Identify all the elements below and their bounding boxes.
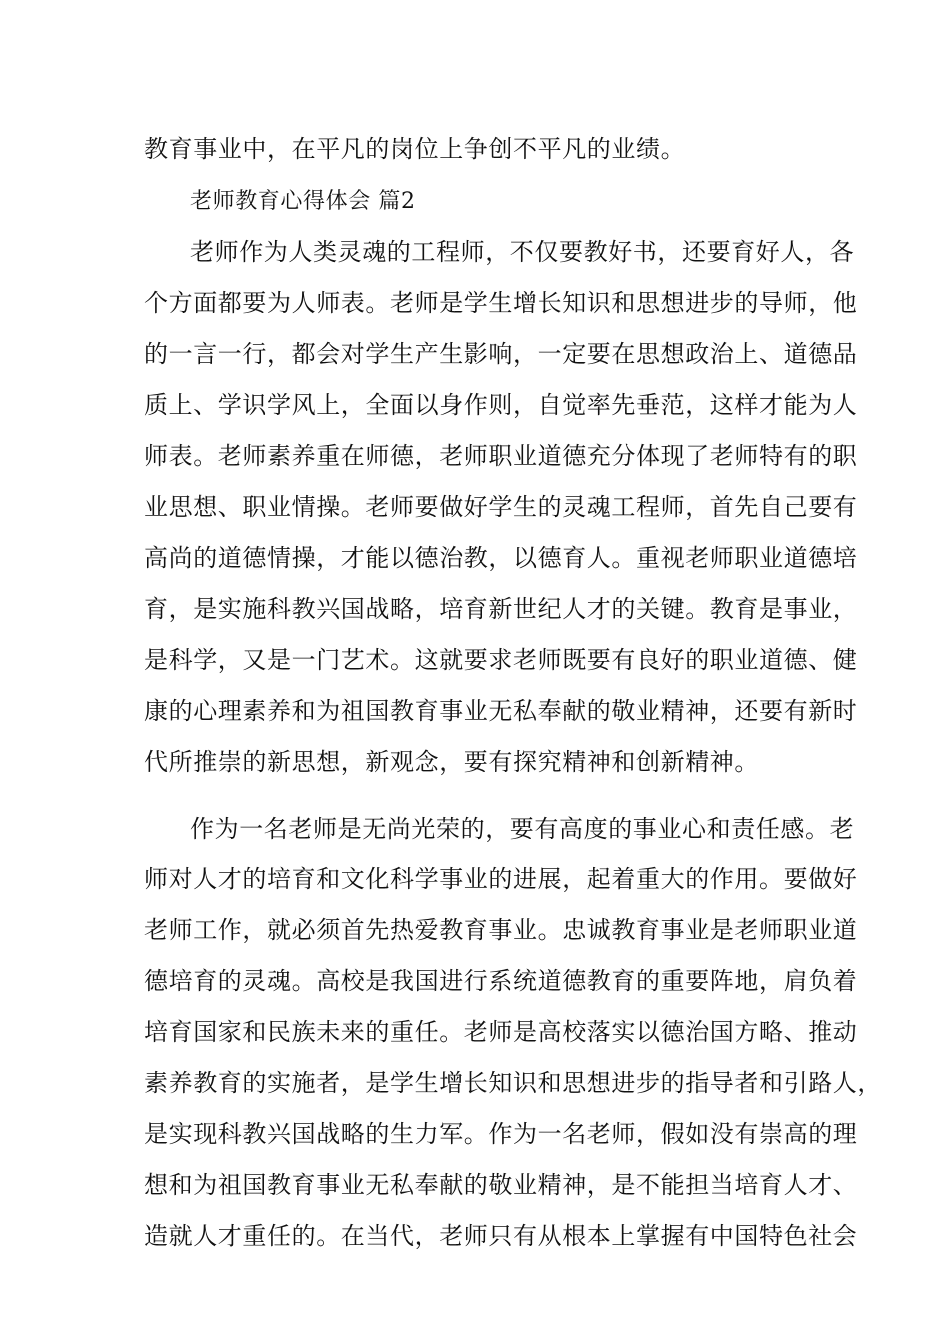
text-line-9: 高尚的道德情操，才能以德治教，以德育人。重视老师职业道德培 [144,544,858,572]
text-line-12: 康的心理素养和为祖国教育事业无私奉献的敬业精神，还要有新时 [144,697,858,725]
section-heading: 老师教育心得体会 篇2 [190,189,416,214]
text-line-7: 师表。老师素养重在师德，老师职业道德充分体现了老师特有的职 [144,442,858,470]
text-line-10: 育，是实施科教兴国战略，培育新世纪人才的关键。教育是事业， [144,595,858,623]
text-line-15: 师对人才的培育和文化科学事业的进展，起着重大的作用。要做好 [144,865,858,893]
text-line-20: 是实现科教兴国战略的生力军。作为一名老师，假如没有崇高的理 [144,1120,858,1148]
text-line-8: 业思想、职业情操。老师要做好学生的灵魂工程师，首先自己要有 [144,493,858,521]
text-line-18: 培育国家和民族未来的重任。老师是高校落实以德治国方略、推动 [144,1018,858,1046]
text-line-19: 素养教育的实施者，是学生增长知识和思想进步的指导者和引路人， [144,1069,882,1097]
text-line-13: 代所推崇的新思想，新观念，要有探究精神和创新精神。 [144,748,759,776]
text-line-22: 造就人才重任的。在当代，老师只有从根本上掌握有中国特色社会 [144,1222,858,1250]
text-line-4: 个方面都要为人师表。老师是学生增长知识和思想进步的导师，他 [144,289,858,317]
text-line-16: 老师工作，就必须首先热爱教育事业。忠诚教育事业是老师职业道 [144,916,858,944]
text-line-6: 质上、学识学风上，全面以身作则，自觉率先垂范，这样才能为人 [144,391,858,419]
text-line-17: 德培育的灵魂。高校是我国进行系统道德教育的重要阵地，肩负着 [144,967,858,995]
text-line-1: 教育事业中，在平凡的岗位上争创不平凡的业绩。 [144,135,686,163]
text-line-5: 的一言一行，都会对学生产生影响，一定要在思想政治上、道德品 [144,340,858,368]
text-line-3: 老师作为人类灵魂的工程师，不仅要教好书，还要育好人，各 [190,238,855,266]
text-line-14: 作为一名老师是无尚光荣的，要有高度的事业心和责任感。老 [190,815,855,843]
text-line-21: 想和为祖国教育事业无私奉献的敬业精神，是不能担当培育人才、 [144,1171,858,1199]
text-line-11: 是科学，又是一门艺术。这就要求老师既要有良好的职业道德、健 [144,646,858,674]
